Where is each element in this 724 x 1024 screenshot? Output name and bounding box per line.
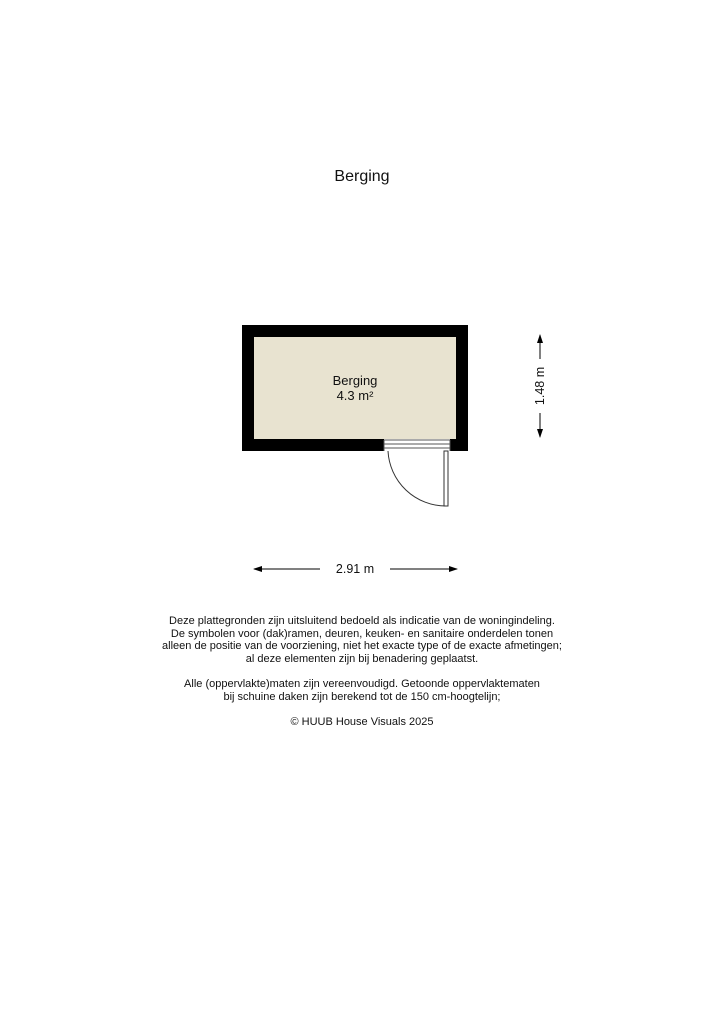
disclaimer-paragraph-2	[0, 678, 724, 703]
copyright: © HUUB House Visuals 2025	[290, 715, 434, 728]
room-label	[255, 373, 455, 403]
disclaimer-line: Alle (oppervlakte)maten zijn vereenvoudigd. Getoonde oppervlaktematen	[184, 677, 540, 690]
width-dimension-label: 2.91 m	[320, 561, 390, 577]
door-swing-arc	[388, 451, 446, 506]
arrow-down-icon	[537, 429, 543, 438]
disclaimer-line: al deze elementen zijn bij benadering geplaatst.	[245, 652, 479, 665]
disclaimer-line: alleen de positie van de voorziening, niet het exacte type of de exacte afmetingen;	[162, 640, 562, 653]
disclaimer-paragraph-1	[0, 615, 724, 665]
room-area: 4.3 m²	[336, 388, 374, 403]
arrow-up-icon	[537, 334, 543, 343]
door-leaf	[444, 451, 448, 506]
disclaimer	[0, 615, 724, 741]
door-opening	[384, 439, 450, 451]
page-title: Berging	[334, 168, 390, 185]
arrow-left-icon	[253, 566, 262, 572]
room-name: Berging	[332, 373, 378, 388]
disclaimer-line: De symbolen voor (dak)ramen, deuren, keuken- en sanitaire onderdelen tonen	[170, 627, 554, 640]
disclaimer-line: bij schuine daken zijn berekend tot de 150 cm-hoogtelijn;	[223, 690, 501, 703]
disclaimer-line: Deze plattegronden zijn uitsluitend bedoeld als indicatie van de woningindeling.	[169, 615, 555, 627]
height-dimension-label: 1.48 m	[532, 359, 548, 413]
arrow-right-icon	[449, 566, 458, 572]
